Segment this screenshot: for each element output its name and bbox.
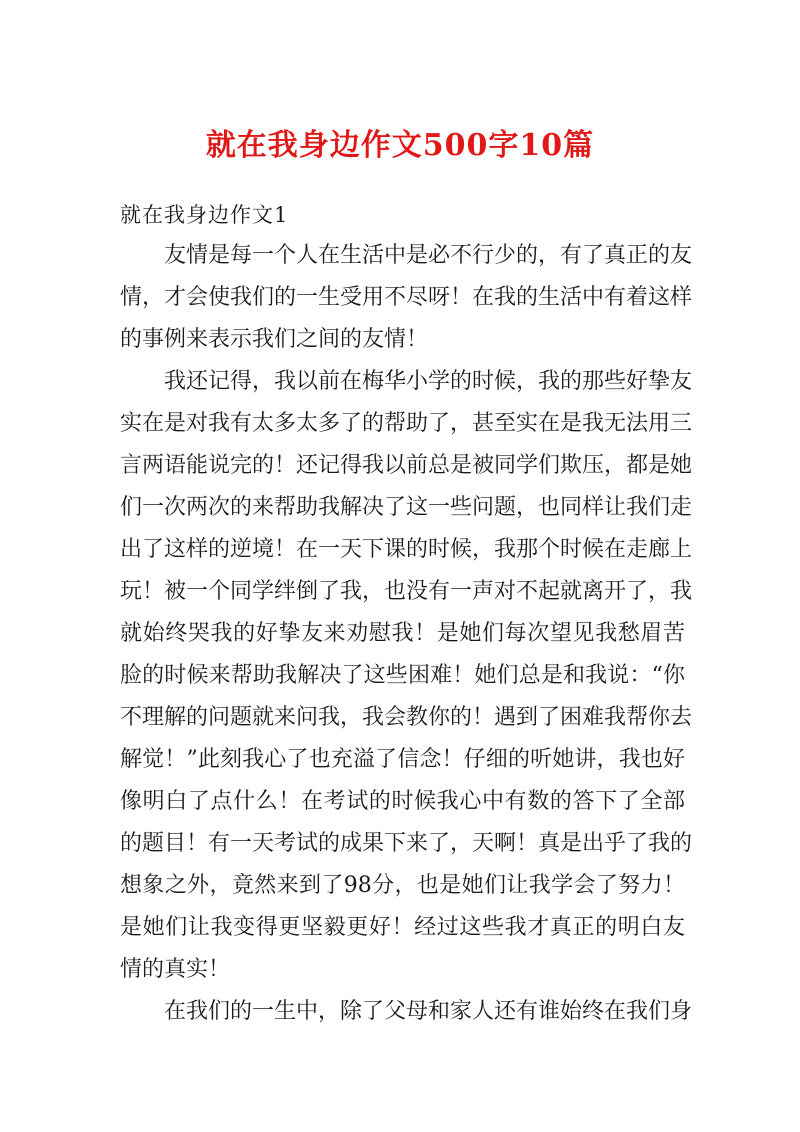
paragraph-line: 玩！被一个同学绊倒了我，也没有一声对不起就离开了，我 bbox=[120, 579, 693, 604]
paragraph-line: 脸的时候来帮助我解决了这些困难！她们总是和我说：“你 bbox=[120, 663, 685, 688]
paragraph-line: 实在是对我有太多太多了的帮助了，甚至实在是我无法用三 bbox=[120, 411, 693, 436]
paragraph-line: 像明白了点什么！在考试的时候我心中有数的答下了全部 bbox=[120, 789, 685, 814]
paragraph-line: 我还记得，我以前在梅华小学的时候，我的那些好挚友 bbox=[164, 369, 693, 394]
paragraph-line: 出了这样的逆境！在一天下课的时候，我那个时候在走廊上 bbox=[120, 537, 693, 562]
paragraph-line: 在我们的一生中，除了父母和家人还有谁始终在我们身 bbox=[164, 999, 693, 1024]
paragraph-line: 就始终哭我的好挚友来劝慰我！是她们每次望见我愁眉苦 bbox=[120, 621, 685, 646]
paragraph-line: 不理解的问题就来问我，我会教你的！遇到了困难我帮你去 bbox=[120, 705, 693, 730]
paragraph-line: 友情是每一个人在生活中是必不行少的，有了真正的友 bbox=[164, 243, 693, 268]
paragraph-line: 言两语能说完的！还记得我以前总是被同学们欺压，都是她 bbox=[120, 453, 693, 478]
paragraph-line: 们一次两次的来帮助我解决了这一些问题，也同样让我们走 bbox=[120, 495, 693, 520]
paragraph-line: 想象之外，竟然来到了98分，也是她们让我学会了努力！ bbox=[120, 873, 685, 898]
document-title: 就在我身边作文500字10篇 bbox=[205, 128, 595, 163]
paragraph-line: 是她们让我变得更坚毅更好！经过这些我才真正的明白友 bbox=[120, 915, 685, 940]
paragraph-line: 解觉！”此刻我心了也充溢了信念！仔细的听她讲，我也好 bbox=[120, 747, 685, 772]
paragraph-line: 的事例来表示我们之间的友情！ bbox=[120, 327, 429, 352]
section-heading: 就在我身边作文1 bbox=[120, 203, 289, 227]
paragraph-line: 的题目！有一天考试的成果下来了，天啊！真是出乎了我的 bbox=[120, 831, 693, 856]
paragraph-line: 情，才会使我们的一生受用不尽呀！在我的生活中有着这样 bbox=[120, 285, 693, 310]
paragraph-line: 情的真实！ bbox=[120, 957, 231, 982]
